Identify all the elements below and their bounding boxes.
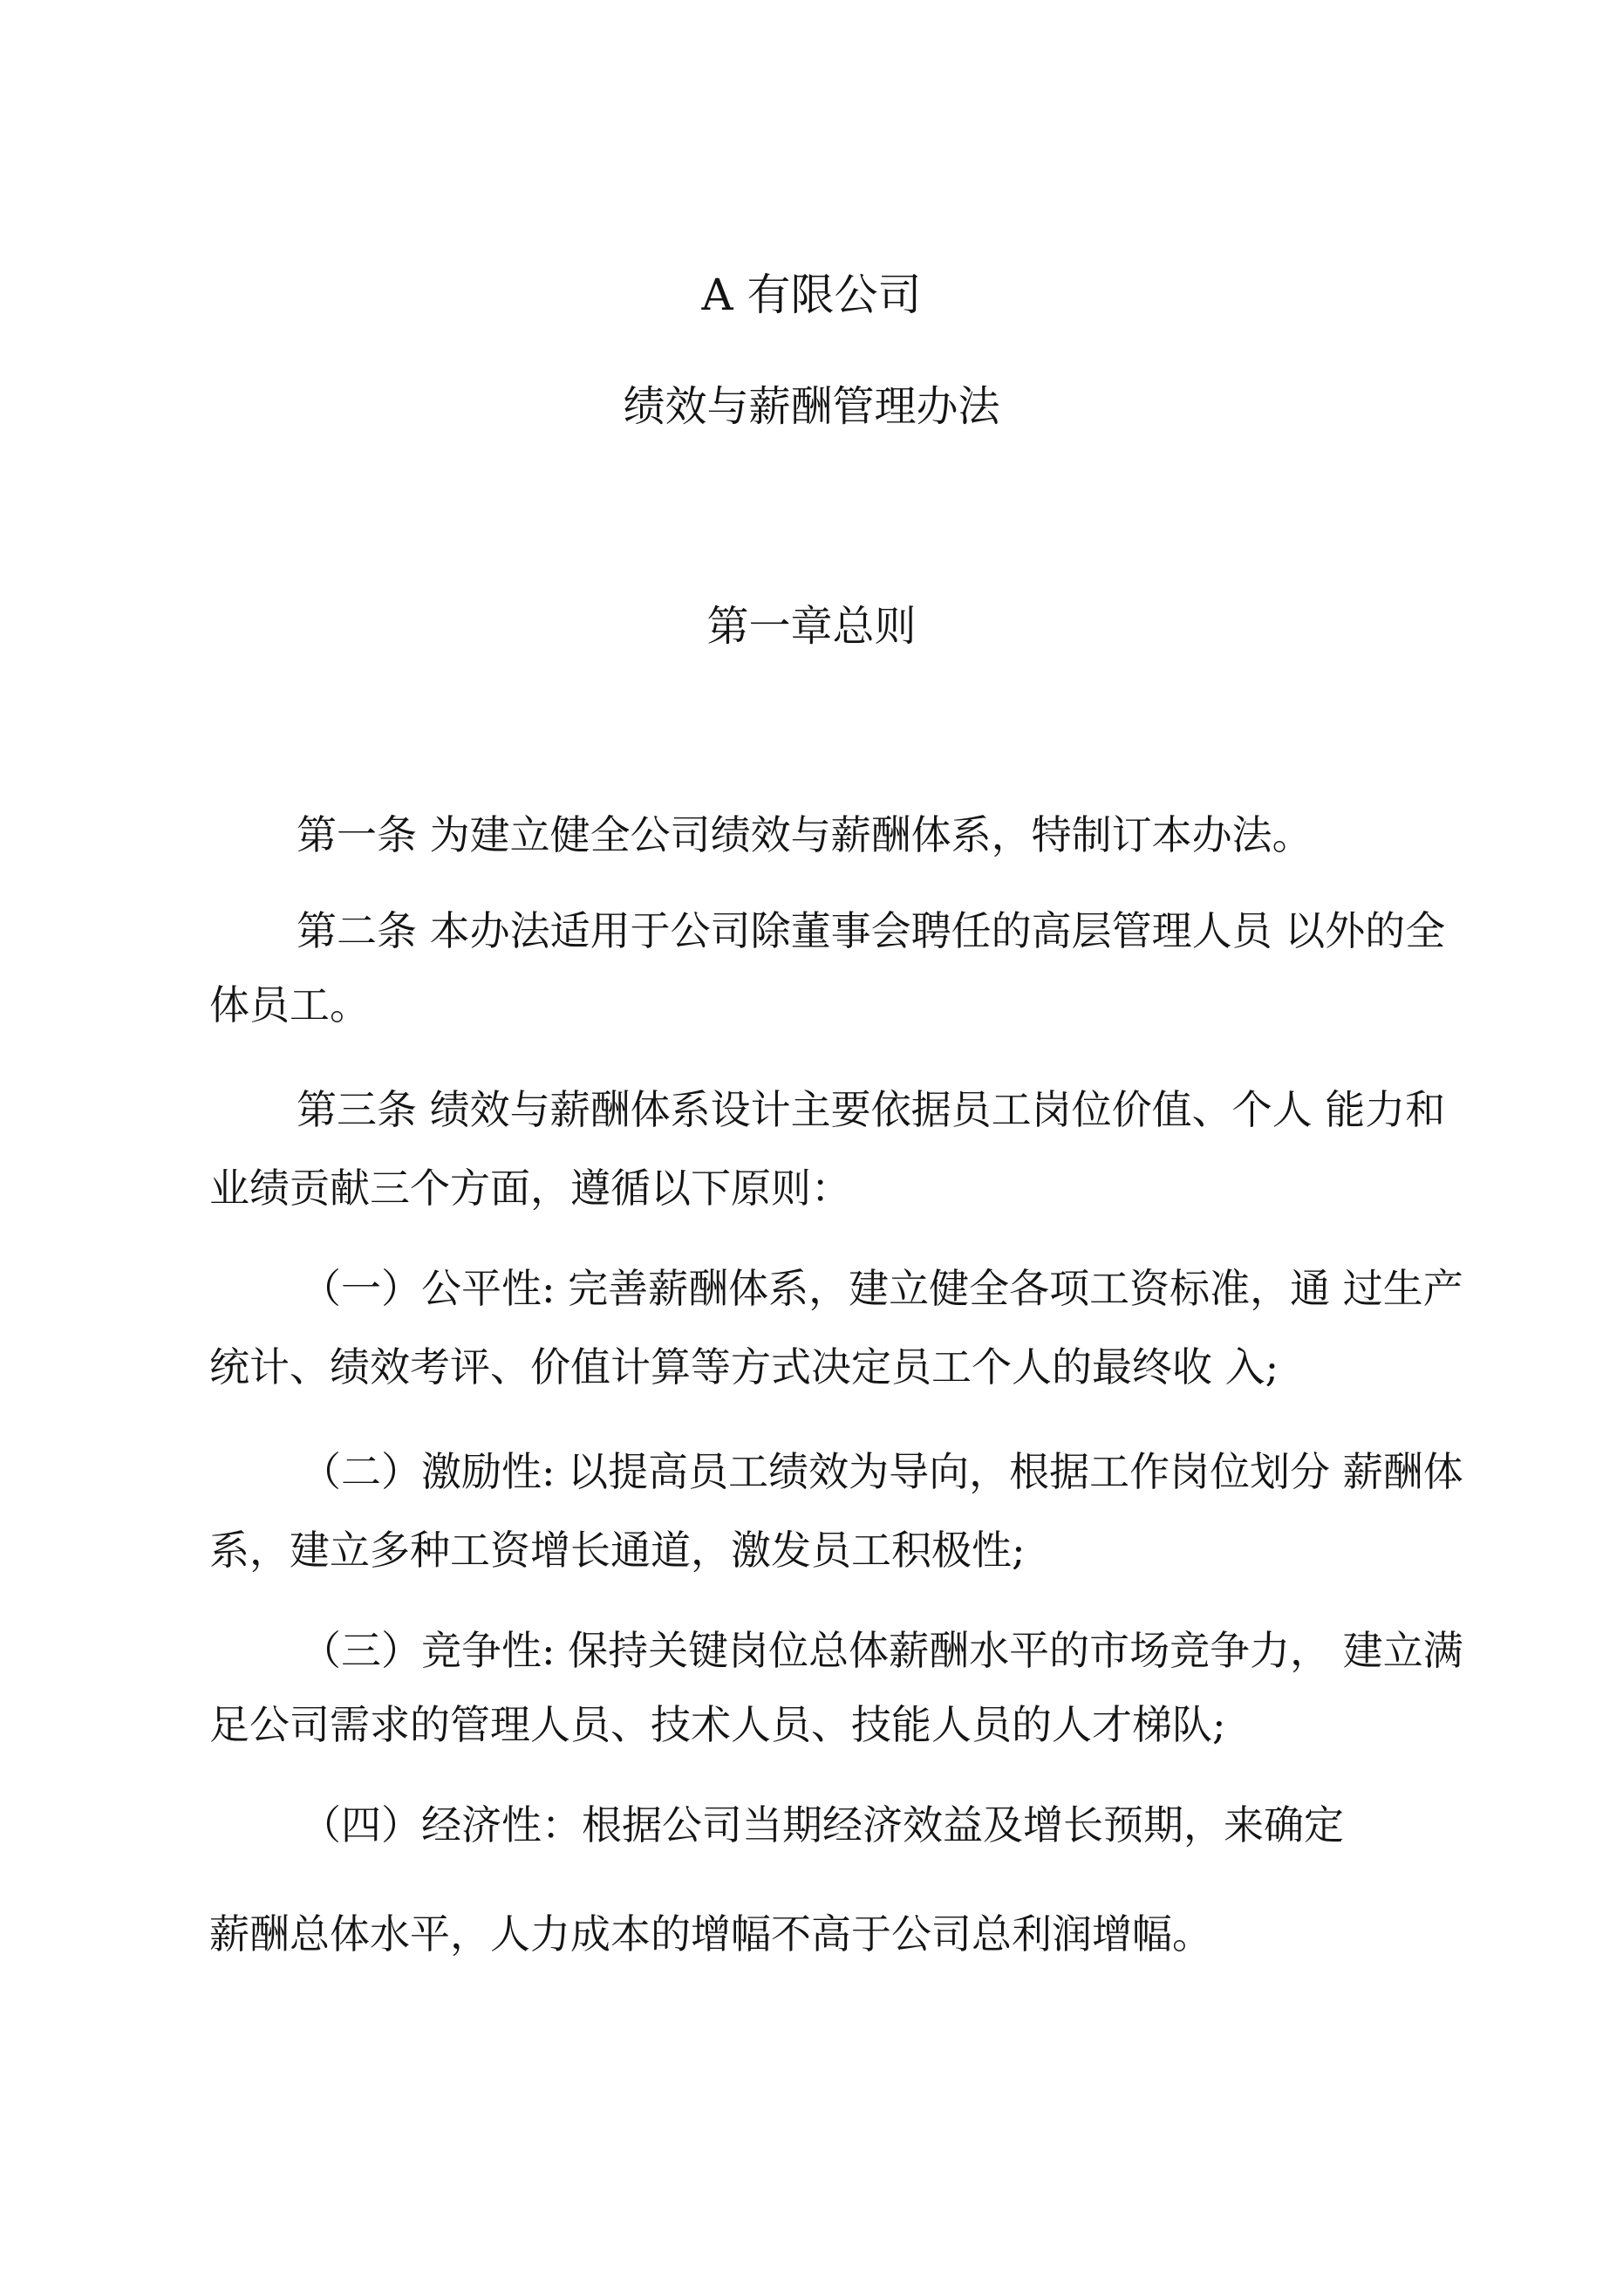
- article-2-line-1: 第二条 本办法适用于公司除董事会聘任的高层管理人员 以外的全: [297, 907, 1446, 954]
- document-subtitle: 绩效与薪酬管理办法: [623, 382, 1000, 431]
- principle-competitive-line-1: （三）竞争性: 保持关键岗位总体薪酬水平的市场竞争力， 建立满: [301, 1627, 1463, 1674]
- chapter-heading: 第一章总则: [706, 602, 917, 651]
- article-3-line-1: 第三条 绩效与薪酬体系设计主要依据员工岗位价值、个人 能力和: [297, 1086, 1446, 1133]
- article-3-line-2: 业绩贡献三个方面，遵循以下原则：: [209, 1165, 851, 1212]
- article-2-line-2: 体员工。: [209, 981, 370, 1028]
- article-1-line: 第一条 为建立健全公司绩效与薪酬体系，特制订本办法。: [297, 811, 1313, 858]
- principle-incentive-line-2: 系，建立多种工资增长通道，激发员工积极性;: [209, 1527, 1026, 1574]
- principle-economy-line-2: 薪酬总体水平，人力成本的增幅不高于公司总利润增幅。: [209, 1910, 1212, 1958]
- principle-fairness-line-1: （一）公平性: 完善薪酬体系，建立健全各项工资标准，通 过生产: [301, 1265, 1463, 1312]
- principle-incentive-line-1: （二）激励性: 以提高员工绩效为导向，根据工作岗位划分 薪酬体: [301, 1448, 1463, 1495]
- company-title: A 有限公司: [701, 270, 922, 320]
- principle-fairness-line-2: 统计、绩效考评、价值计算等方式决定员工个人的最终收 入;: [209, 1343, 1279, 1391]
- principle-competitive-line-2: 足公司需求的管理人员、技术人员、技能人员的人才梯队;: [209, 1701, 1226, 1748]
- principle-economy-line-1: （四）经济性：根据公司当期经济效益及增长预期，来确定: [301, 1801, 1344, 1848]
